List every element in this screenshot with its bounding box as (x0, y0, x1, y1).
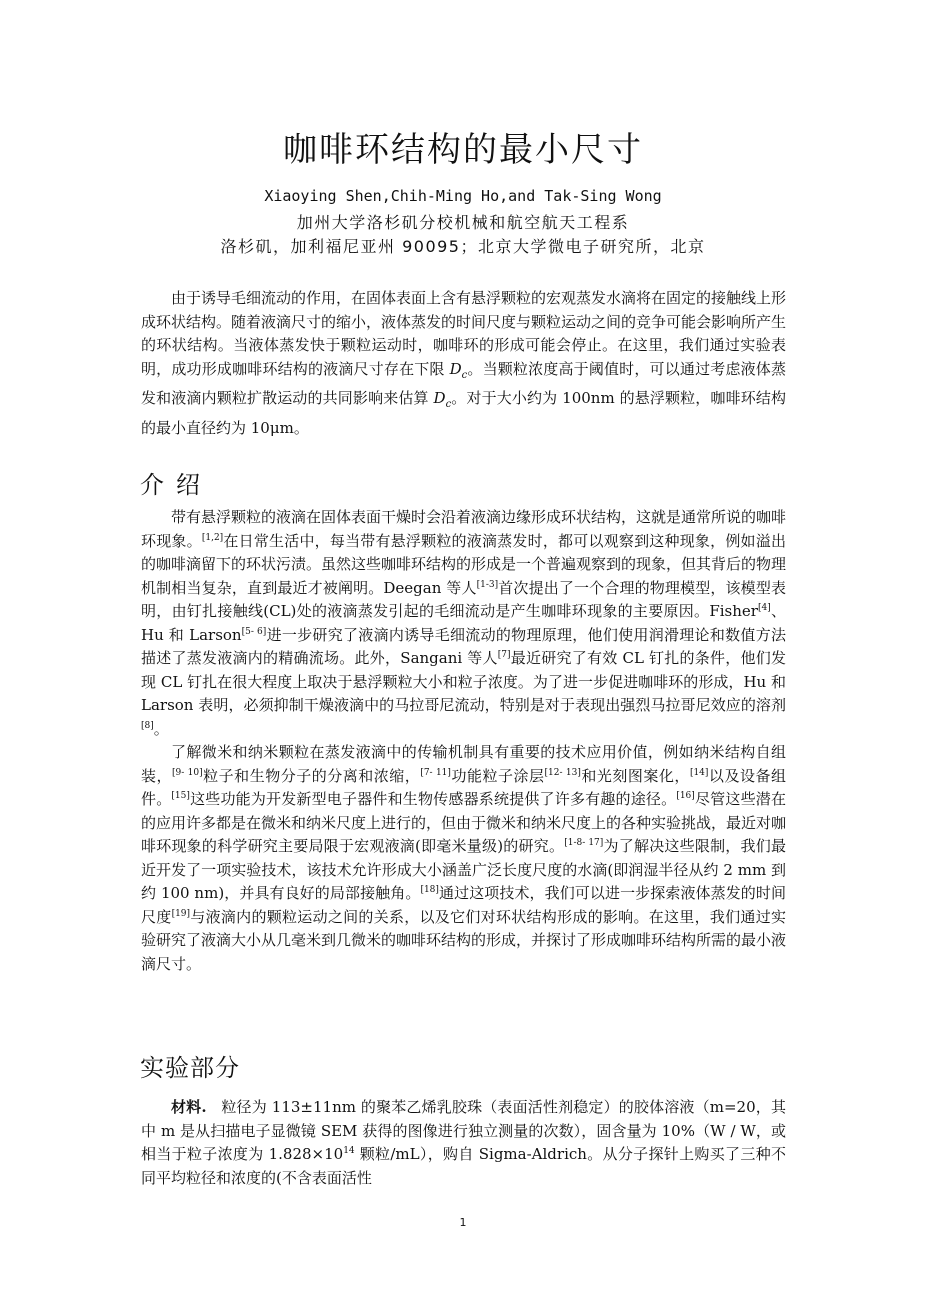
text: 和光刻图案化， (580, 766, 690, 785)
dc-subscript: c (445, 399, 452, 410)
citation: [16] (676, 791, 695, 801)
exponent: 14 (343, 1146, 355, 1156)
heading-introduction: 介绍 (140, 471, 212, 499)
text: 通过这项技术，我们可以进一步探索液体蒸发的时间尺度 (141, 884, 786, 926)
citation: [5- 6] (241, 626, 267, 637)
citation: [7] (497, 650, 511, 660)
text: 粒子和生物分子的分离和浓缩， (202, 766, 421, 785)
text: 。 (153, 719, 169, 738)
page-number: 1 (459, 1216, 467, 1229)
dc-symbol: D (449, 359, 462, 378)
text: 最近研究了有效 CL 钉扎的条件，他们发现 CL 钉扎在很大程度上取决于悬浮颗粒大小和粒子浓度。为了进一步促进咖啡环的形成，Hu 和 Larson 表明，必须抑制干燥液滴中的马拉哥尼流动，特别是对于表现出强烈马拉哥尼效应的溶剂 (141, 649, 786, 714)
heading-experimental: 实验部分 (140, 1054, 240, 1082)
citation: [12- 13] (544, 767, 581, 778)
citation: [8] (141, 720, 154, 731)
paper-title: 咖啡环结构的最小尺寸 (283, 130, 643, 170)
author-list: Xiaoying Shen,Chih-Ming Ho,and Tak-Sing Wong (264, 187, 662, 205)
text: 粒径为 113±11nm 的聚苯乙烯乳胶珠（表面活性剂稳定）的胶体溶液（m=20，其中 m 是从扫描电子显微镜 SEM 获得的图像进行独立测量的次数），固含量为 10%（W / W，或相当于粒子浓度为 1.828×10 (141, 1098, 786, 1163)
intro-paragraph-2 (141, 741, 786, 976)
dc-subscript: c (461, 369, 468, 381)
text: 进一步研究了液滴内诱导毛细流动的物理原理，他们使用润滑理论和数值方法描述了蒸发液滴内的精确流场。此外，Sangani 等人 (141, 625, 786, 667)
text: 与液滴内的颗粒运动之间的关系，以及它们对环状结构形成的影响。在这里，我们通过实验研究了液滴大小从几毫米到几微米的咖啡环结构的形成，并探讨了形成咖啡环结构所需的最小液滴尺寸。 (141, 907, 787, 973)
intro-paragraph-1 (141, 506, 786, 741)
text: 带有悬浮颗粒的液滴在固体表面干燥时会沿着液滴边缘形成环状结构，这就是通常所说的咖啡环现象。 (141, 508, 787, 550)
dc-symbol: D (433, 389, 446, 407)
citation: [15] (171, 791, 190, 801)
citation: [1,2] (201, 532, 224, 543)
citation: [1-8- 17] (564, 838, 604, 848)
citation: [19] (171, 908, 191, 919)
abstract-paragraph (141, 287, 786, 440)
abstract-text-2: 。当颗粒浓度高于阈值时，可以通过考虑液体蒸发和液滴内颗粒扩散运动的共同影响来估算 (141, 359, 786, 407)
text: 、Hu 和 Larson (141, 602, 786, 644)
affiliation-line-2: 洛杉矶，加利福尼亚州 90095；北京大学微电子研究所，北京 (220, 237, 706, 256)
abstract (141, 287, 786, 440)
materials-label: 材料. (171, 1098, 207, 1116)
text: 在日常生活中，每当带有悬浮颗粒的液滴蒸发时，都可以观察到这种现象，例如溢出的咖啡滴留下的环状污渍。虽然这些咖啡环结构的形成是一个普遍观察到的现象，但其背后的物理机制相当复杂，直到最近才被阐明。Deegan 等人 (141, 531, 787, 597)
citation: [14] (689, 767, 709, 778)
text: 尽管这些潜在的应用许多都是在微米和纳米尺度上进行的，但由于微米和纳米尺度上的各种实验挑战，最近对咖啡环现象的科学研究主要局限于宏观液滴(即毫米量级)的研究。 (141, 790, 787, 855)
citation: [1-3] (476, 579, 499, 590)
experimental-section (141, 1096, 786, 1190)
affiliation-line-1: 加州大学洛杉矶分校机械和航空航天工程系 (296, 213, 630, 232)
text: 功能粒子涂层 (450, 766, 545, 785)
text: 以及设备组件。 (141, 766, 786, 808)
text: 这些功能为开发新型电子器件和生物传感器系统提供了许多有趣的途径。 (189, 790, 677, 808)
citation: [18] (420, 885, 439, 895)
citation: [7- 11] (420, 767, 451, 778)
citation: [9- 10] (172, 767, 203, 778)
introduction-section (141, 506, 786, 976)
materials-paragraph (141, 1096, 786, 1190)
abstract-text-3: 。对于大小约为 100nm 的悬浮颗粒，咖啡环结构的最小直径约为 10μm。 (141, 389, 786, 437)
text: 首次提出了一个合理的物理模型，该模型表明，由钉扎接触线(CL)处的液滴蒸发引起的毛细流动是产生咖啡环现象的主要原因。Fisher (141, 578, 786, 620)
text: 颗粒/mL），购自 Sigma-Aldrich。从分子探针上购买了三种不同平均粒径和浓度的(不含表面活性 (141, 1145, 787, 1187)
text: 了解微米和纳米颗粒在蒸发液滴中的传输机制具有重要的技术应用价值，例如纳米结构自组装， (141, 743, 786, 785)
citation: [4] (757, 603, 771, 613)
abstract-text-1: 由于诱导毛细流动的作用，在固体表面上含有悬浮颗粒的宏观蒸发水滴将在固定的接触线上形成环状结构。随着液滴尺寸的缩小，液体蒸发的时间尺度与颗粒运动之间的竞争可能会影响所产生的环状结构。当液体蒸发快于颗粒运动时，咖啡环的形成可能会停止。在这里，我们通过实验表明，成功形成咖啡环结构的液滴尺寸存在下限 (141, 289, 787, 378)
text: 为了解决这些限制，我们最近开发了一项实验技术，该技术允许形成大小涵盖广泛长度尺度的水滴(即润湿半径从约 2 mm 到约 100 nm)，并具有良好的局部接触角。 (141, 837, 786, 902)
